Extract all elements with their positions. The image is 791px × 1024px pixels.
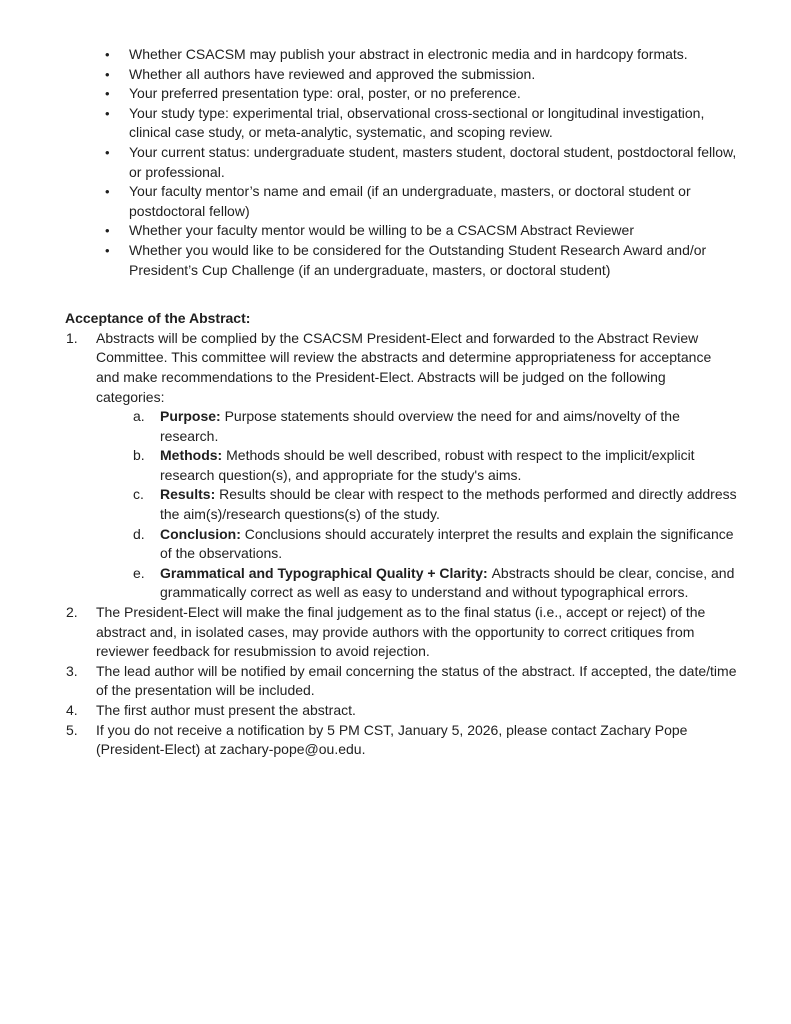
item-text: The President-Elect will make the final judgement as to the final status (i.e., accept or reject) of the abstract and, in isolated cases, may provide authors with the opportunity to correct critiques from reviewer feedback for resubmission to avoid rejection. bbox=[96, 604, 706, 660]
criteria-text: Abstracts should be clear, concise, and grammatically correct as well as easy to understand and without typographical errors. bbox=[160, 564, 735, 601]
criteria-item bbox=[96, 407, 737, 446]
criteria-label: Grammatical and Typographical Quality + Clarity: bbox=[160, 564, 488, 581]
criteria-sublist bbox=[96, 407, 737, 603]
bullet-item bbox=[65, 182, 737, 221]
numbered-item bbox=[65, 662, 737, 701]
submission-bullet-list bbox=[65, 45, 737, 280]
item-text: The lead author will be notified by email concerning the status of the abstract. If accepted, the date/time of the presentation will be included. bbox=[96, 662, 737, 699]
item-number: 5. bbox=[66, 721, 78, 738]
criteria-item bbox=[96, 564, 737, 603]
criteria-label: Results: bbox=[160, 486, 216, 503]
item-text: If you do not receive a notification by 5 PM CST, January 5, 2026, please contact Zachary Pope (President-Elect) at zachary-pope@ou.edu. bbox=[96, 721, 688, 758]
criteria-letter: a. bbox=[133, 408, 145, 425]
criteria-letter: d. bbox=[133, 525, 145, 542]
bullet-text: Whether your faculty mentor would be willing to be a CSACSM Abstract Reviewer bbox=[129, 222, 634, 239]
bullet-icon: • bbox=[105, 105, 110, 121]
bullet-text: Whether you would like to be considered for the Outstanding Student Research Award and/or President’s Cup Challenge (if an undergraduate, masters, or doctoral student) bbox=[129, 241, 707, 278]
criteria-letter: b. bbox=[133, 447, 145, 464]
criteria-text: Purpose statements should overview the need for and aims/novelty of the research. bbox=[160, 408, 680, 444]
bullet-text: Whether all authors have reviewed and approved the submission. bbox=[129, 65, 536, 82]
criteria-label: Purpose: bbox=[160, 408, 221, 425]
bullet-text: Your current status: undergraduate student, masters student, doctoral student, postdoctoral fellow, or professional. bbox=[129, 143, 737, 180]
bullet-icon: • bbox=[105, 86, 110, 102]
item-number: 2. bbox=[66, 604, 78, 621]
bullet-item bbox=[65, 45, 737, 65]
bullet-text: Your faculty mentor’s name and email (if an undergraduate, masters, or doctoral student or postdoctoral fellow) bbox=[129, 183, 691, 219]
bullet-item bbox=[65, 241, 737, 280]
bullet-icon: • bbox=[105, 223, 110, 239]
criteria-text: Results should be clear with respect to the methods performed and directly address the aim(s)/research questions(s) of the study. bbox=[160, 486, 737, 523]
bullet-icon: • bbox=[105, 242, 110, 258]
item-number: 1. bbox=[66, 329, 78, 346]
section-heading: Acceptance of the Abstract: bbox=[65, 310, 251, 327]
item-text: Abstracts will be complied by the CSACSM President-Elect and forwarded to the Abstract Review Committee. This committee will review the abstracts and determine appropriateness for acceptance and make recommendations to the President-Elect. Abstracts will be judged on the following categories: bbox=[96, 329, 712, 405]
criteria-letter: c. bbox=[133, 486, 144, 503]
acceptance-list bbox=[65, 329, 737, 760]
bullet-item bbox=[65, 221, 737, 241]
numbered-item bbox=[65, 329, 737, 603]
numbered-item bbox=[65, 701, 737, 721]
criteria-label: Conclusion: bbox=[160, 525, 241, 542]
bullet-item bbox=[65, 65, 737, 85]
bullet-text: Your study type: experimental trial, observational cross-sectional or longitudinal investigation, clinical case study, or meta-analytic, systematic, and scoping review. bbox=[129, 104, 705, 141]
item-number: 3. bbox=[66, 662, 78, 679]
bullet-icon: • bbox=[105, 144, 110, 160]
bullet-icon: • bbox=[105, 66, 110, 82]
bullet-item bbox=[65, 84, 737, 104]
bullet-item bbox=[65, 104, 737, 143]
numbered-item bbox=[65, 721, 737, 760]
criteria-item bbox=[96, 485, 737, 524]
criteria-label: Methods: bbox=[160, 447, 223, 464]
criteria-item bbox=[96, 446, 737, 485]
criteria-item bbox=[96, 525, 737, 564]
criteria-letter: e. bbox=[133, 564, 145, 581]
bullet-text: Your preferred presentation type: oral, poster, or no preference. bbox=[129, 85, 521, 102]
bullet-item bbox=[65, 143, 737, 182]
bullet-icon: • bbox=[105, 184, 110, 200]
item-number: 4. bbox=[66, 702, 78, 718]
criteria-text: Methods should be well described, robust with respect to the implicit/explicit research question(s), and appropriate for the study's aims. bbox=[160, 447, 695, 483]
bullet-text: Whether CSACSM may publish your abstract in electronic media and in hardcopy formats. bbox=[129, 46, 688, 62]
criteria-text: Conclusions should accurately interpret the results and explain the significance of the observations. bbox=[160, 525, 734, 562]
item-text: The first author must present the abstract. bbox=[96, 702, 356, 718]
numbered-item bbox=[65, 603, 737, 662]
bullet-icon: • bbox=[105, 47, 110, 62]
